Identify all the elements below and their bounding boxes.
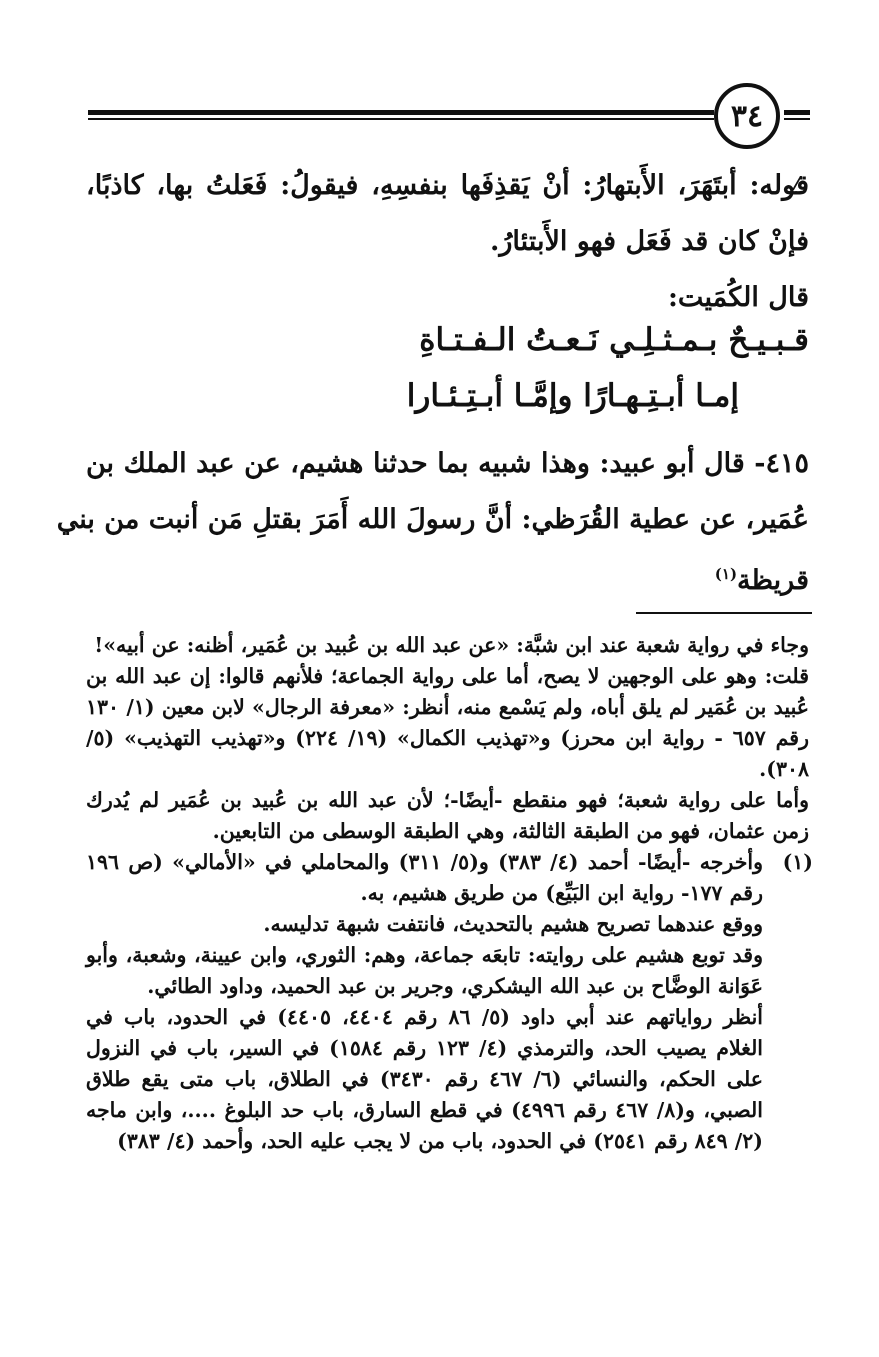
page-number: ٣٤: [714, 83, 780, 149]
footnote-1: [86, 847, 813, 1157]
footnote-1-para-3: وقد توبع هشيم على روايته: تابعَه جماعة، وهم: الثوري، وابن عيينة، وشعبة، وأبو عَوَانة الوضَّاح بن عبد الله اليشكري، وجرير بن عبد الحميد، وداود الطائي.: [86, 943, 763, 998]
verse-hemistich-2: إمـا أبـتِـهـارًا وإمَّـا أبـتِـئـارا: [406, 378, 739, 414]
footnote-1-number: (١): [782, 850, 813, 874]
header-rule: [88, 110, 714, 120]
hadith-line-2: عُمَير، عن عطية القُرَظي: أنَّ رسولَ الله أَمَرَ بقتلِ مَن أنبت من بني: [56, 504, 809, 535]
footnote-continuation-1: وجاء في رواية شعبة عند ابن شبَّة: «عن عبد الله بن عُبيد بن عُمَير، أظنه: عن أبيه»!: [94, 633, 809, 657]
footnotes-block: [86, 630, 813, 1157]
verse-hemistich-1: قـبـيـحٌ بـمـثـلِـي نَـعـتُ الـفـتـاةِ: [419, 322, 809, 358]
footnote-continuation-3: وأما على رواية شعبة؛ فهو منقطع -أيضًا-؛ لأن عبد الله بن عُبيد بن عُمَير لم يُدرك زمن عثمان، فهو من الطبقة الثالثة، وهي الطبقة الوسطى من التابعين.: [86, 788, 809, 843]
footnote-1-para-4: أنظر رواياتهم عند أبي داود (٥/ ٨٦ رقم ٤٤٠٤، ٤٤٠٥) في الحدود، باب في الغلام يصيب الحد، والترمذي (٤/ ١٢٣ رقم ١٥٨٤) في السير، باب في النزول على الحكم، والنسائي (٦/ ٤٦٧ رقم ٣٤٣٠) في الطلاق، باب متى يقع طلاق الصبي، و(٨/ ٤٦٧ رقم ٤٩٩٦) في قطع السارق، باب حد البلوغ ....، وابن ماجه (٢/ ٨٤٩ رقم ٢٥٤١) في الحدود، باب من لا يجب عليه الحد، وأحمد (٤/ ٣٨٣): [86, 1005, 764, 1153]
header-rule-end: [784, 110, 810, 120]
footnote-reference[interactable]: (١): [714, 565, 738, 583]
hadith-line-3-text: قريظة: [737, 565, 809, 596]
footnote-separator: [636, 612, 812, 614]
footnote-continuation-2: قلت: وهو على الوجهين لا يصح، أما على رواية الجماعة؛ فلأنهم قالوا: إن عبد الله بن عُبيد بن عُمَير لم يلق أباه، ولم يَسْمع منه، أنظر: «معرفة الرجال» لابن معين (١/ ١٣٠ رقم ٦٥٧ - رواية ابن محرز) و«تهذيب الكمال» (١٩/ ٢٢٤) و«تهذيب التهذيب» (٥/ ٣٠٨).: [86, 664, 809, 781]
main-line-3: قال الكُمَيت:: [667, 282, 809, 313]
hadith-line-1: ٤١٥- قال أبو عبيد: وهذا شبيه بما حدثنا هشيم، عن عبد الملك بن: [86, 448, 809, 479]
hadith-line-3: [715, 546, 809, 609]
main-line-2: فإنْ كان قد فَعَل فهو الأَبتئارُ.: [489, 226, 809, 257]
footnote-1-para-1: وأخرجه -أيضًا- أحمد (٤/ ٣٨٣) و(٥/ ٣١١) والمحاملي في «الأمالي» (ص ١٩٦ رقم ١٧٧- رواية ابن البَيِّع) من طريق هشيم، به.: [86, 850, 764, 905]
footnote-1-para-2: ووقع عندهما تصريح هشيم بالتحديث، فانتفت شبهة تدليسه.: [263, 912, 763, 936]
main-line-1: قوله: أبتَهَرَ، الأَبتهارُ: أنْ يَقذِفَها بنفسِهِ، فيقولُ: فَعَلتُ بها، كاذبًا،: [86, 170, 809, 201]
